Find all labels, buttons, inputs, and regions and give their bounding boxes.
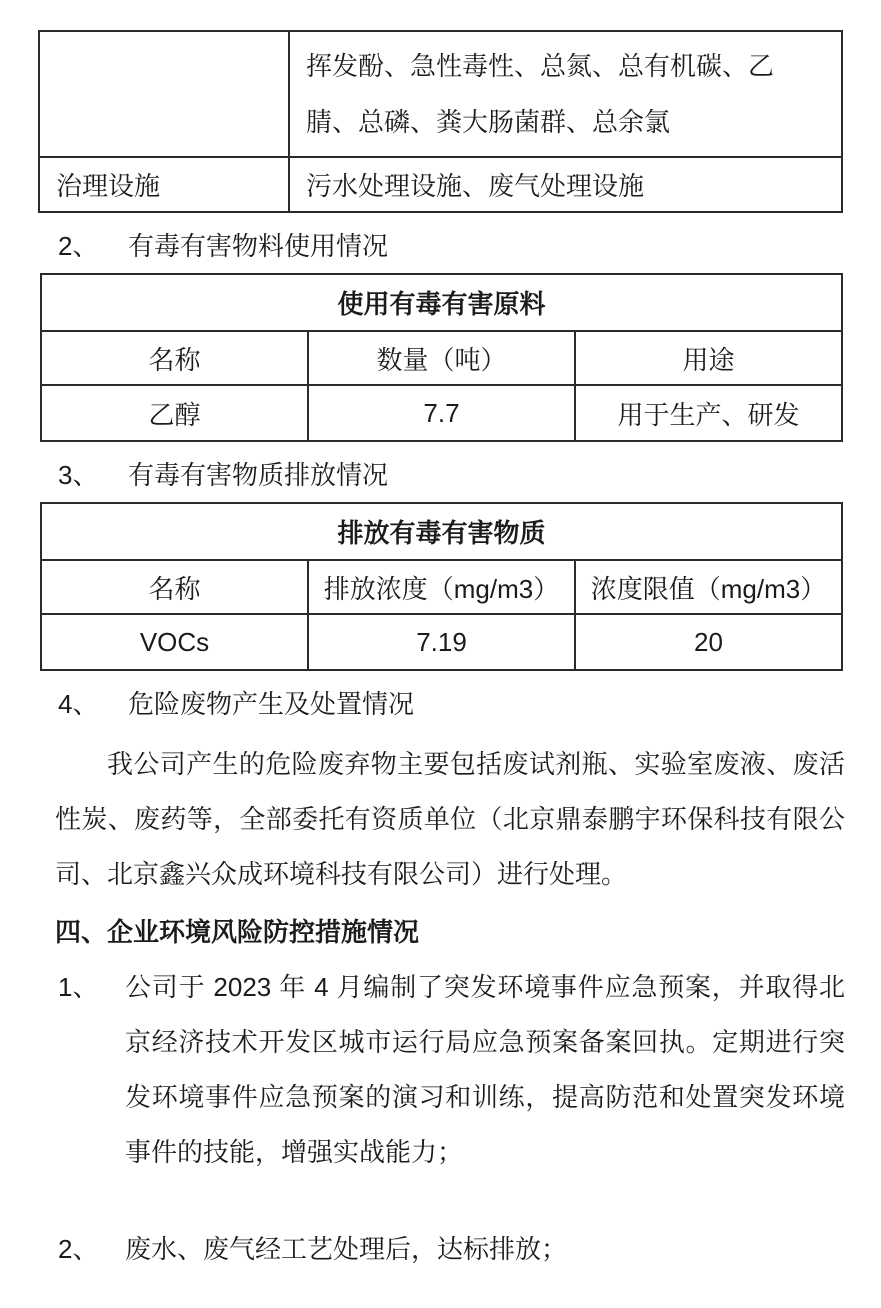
treatment-facility-label: 治理设施: [39, 157, 289, 212]
section-title: 有毒有害物料使用情况: [128, 231, 389, 261]
item-text: 公司于 2023 年 4 月编制了突发环境事件应急预案，并取得北京经济技术开发区城市运行局应急预案备案回执。定期进行突发环境事件应急预案的演习和训练，提高防范和处置突发环境事件的技能，增强实战能力；: [125, 972, 845, 1167]
col-header-name: 名称: [41, 560, 308, 614]
col-header-quantity: 数量（吨）: [308, 331, 575, 385]
cell-material-name: 乙醇: [41, 385, 308, 441]
treatment-facility-value: 污水处理设施、废气处理设施: [289, 157, 842, 212]
col-header-emission-concentration: 排放浓度（mg/m3）: [308, 560, 575, 614]
col-header-concentration-limit: 浓度限值（mg/m3）: [575, 560, 842, 614]
section-4-heading: [58, 687, 881, 721]
col-header-name: 名称: [41, 331, 308, 385]
chapter-4-heading: 四、企业环境风险防控措施情况: [55, 917, 420, 947]
table-caption-row: [41, 274, 842, 331]
emissions-table: [40, 502, 843, 671]
col-header-usage: 用途: [575, 331, 842, 385]
section-title: 有毒有害物质排放情况: [128, 460, 389, 490]
emissions-table-caption: 排放有毒有害物质: [41, 503, 842, 560]
hazardous-waste-paragraph: 我公司产生的危险废弃物主要包括废试剂瓶、实验室废液、废活性炭、废药等，全部委托有资质单位（北京鼎泰鹏宇环保科技有限公司、北京鑫兴众成环境科技有限公司）进行处理。: [55, 749, 845, 889]
pollutant-list-cell: 挥发酚、急性毒性、总氮、总有机碳、乙腈、总磷、粪大肠菌群、总余氯: [289, 31, 842, 157]
materials-table-caption: 使用有毒有害原料: [41, 274, 842, 331]
section-number: 3、: [58, 460, 99, 490]
table-row: [39, 157, 842, 212]
cell-material-usage: 用于生产、研发: [575, 385, 842, 441]
section-3-heading: [58, 458, 881, 492]
table-caption-row: [41, 503, 842, 560]
section-number: 2、: [58, 231, 99, 261]
section-title: 危险废物产生及处置情况: [128, 689, 415, 719]
table-row: [39, 31, 842, 157]
table-row: [41, 614, 842, 670]
pollutant-table: [38, 30, 843, 213]
cell-material-quantity: 7.7: [308, 385, 575, 441]
materials-table: [40, 273, 843, 442]
list-item-2: [58, 1222, 881, 1277]
list-item-1: [58, 960, 881, 1180]
table-header-row: [41, 331, 842, 385]
cell-concentration-limit: 20: [575, 614, 842, 670]
table-row: [41, 385, 842, 441]
item-number: 2、: [58, 1234, 99, 1264]
pollutant-row-label-empty: [39, 31, 289, 157]
item-number: 1、: [58, 972, 99, 1002]
item-text: 废水、废气经工艺处理后，达标排放；: [125, 1234, 568, 1264]
section-number: 4、: [58, 689, 99, 719]
table-header-row: [41, 560, 842, 614]
cell-emission-concentration: 7.19: [308, 614, 575, 670]
section-2-heading: [58, 229, 881, 263]
cell-substance-name: VOCs: [41, 614, 308, 670]
